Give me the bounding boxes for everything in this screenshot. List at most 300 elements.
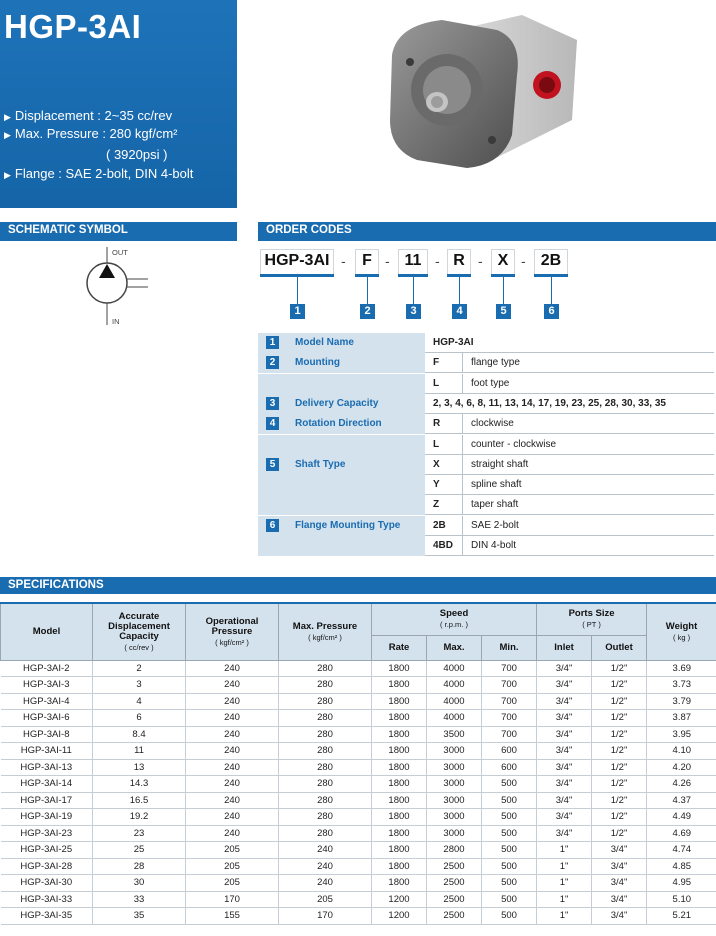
table-cell: 1"	[537, 858, 592, 875]
table-cell: 3.69	[647, 660, 716, 677]
schematic-section-title: SCHEMATIC SYMBOL	[0, 222, 237, 239]
table-cell: 280	[279, 660, 372, 677]
order-code-desc: foot type	[471, 377, 510, 389]
order-code-label-cell	[258, 414, 425, 434]
order-code-value-cell	[425, 516, 714, 536]
order-code-name: Flange Mounting Type	[295, 519, 401, 531]
table-cell: 3000	[427, 792, 482, 809]
col-inlet: Inlet	[537, 635, 592, 660]
col-displacement-unit: ( cc/rev )	[124, 642, 154, 652]
table-cell: 4.95	[647, 875, 716, 892]
table-cell: 280	[279, 809, 372, 826]
table-cell: 170	[186, 891, 279, 908]
table-cell: 3.87	[647, 710, 716, 727]
table-cell: 240	[279, 842, 372, 859]
table-cell: 1800	[372, 809, 427, 826]
table-cell: 1800	[372, 743, 427, 760]
table-cell: 1800	[372, 726, 427, 743]
divider	[462, 495, 463, 515]
col-speed-label: Speed	[439, 608, 469, 620]
col-displacement-label: Accurate Displacement Capacity	[108, 610, 170, 642]
table-cell: HGP-3AI-2	[1, 660, 93, 677]
table-cell: 13	[93, 759, 186, 776]
table-cell: 1"	[537, 891, 592, 908]
order-code-label-cell	[258, 455, 425, 475]
table-cell: 1800	[372, 693, 427, 710]
order-code-label-cell	[258, 394, 425, 414]
divider	[462, 455, 463, 475]
table-cell: 700	[482, 693, 537, 710]
col-model: Model	[1, 603, 93, 660]
col-ports-label: Ports Size	[568, 608, 615, 620]
table-cell: 170	[279, 908, 372, 925]
code-number: 1	[290, 304, 305, 319]
order-code-value-cell	[425, 353, 714, 373]
page-title: HGP-3AI	[4, 8, 142, 45]
table-cell: 14.3	[93, 776, 186, 793]
table-cell: 500	[482, 908, 537, 925]
table-cell: 155	[186, 908, 279, 925]
table-cell: 2800	[427, 842, 482, 859]
order-code-value: 2, 3, 4, 6, 8, 11, 13, 14, 17, 19, 23, 25, 28, 30, 33, 35	[433, 397, 666, 409]
table-cell: 240	[186, 825, 279, 842]
spec-text: Max. Pressure : 280 kgf/cm²	[14, 126, 178, 141]
table-cell: 240	[186, 809, 279, 826]
order-code-value-cell	[425, 374, 714, 394]
table-cell: 1200	[372, 891, 427, 908]
table-cell: 3/4"	[592, 891, 647, 908]
table-cell: 280	[279, 710, 372, 727]
table-cell: 3/4"	[537, 792, 592, 809]
table-cell: 500	[482, 792, 537, 809]
table-cell: 1/2"	[592, 809, 647, 826]
dash: -	[435, 253, 440, 269]
table-cell: 205	[279, 891, 372, 908]
table-row	[1, 825, 716, 842]
order-code-row	[258, 414, 714, 434]
order-code-value: F	[433, 357, 440, 369]
divider	[462, 475, 463, 495]
col-outlet: Outlet	[592, 635, 647, 660]
spec-psi: ( 3920psi )	[106, 147, 168, 162]
table-cell: 2500	[427, 858, 482, 875]
code-number: 5	[496, 304, 511, 319]
order-code-desc: DIN 4-bolt	[471, 540, 517, 551]
order-code-label-cell	[258, 333, 425, 353]
code-number: 4	[452, 304, 467, 319]
table-cell: 4.74	[647, 842, 716, 859]
table-cell: 280	[279, 825, 372, 842]
table-cell: 3.95	[647, 726, 716, 743]
in-label: IN	[112, 317, 120, 326]
table-cell: 3000	[427, 743, 482, 760]
table-cell: 240	[186, 710, 279, 727]
order-code-number: 3	[266, 397, 279, 410]
table-cell: 3/4"	[592, 858, 647, 875]
table-cell: 1"	[537, 875, 592, 892]
table-cell: 25	[93, 842, 186, 859]
table-cell: 2500	[427, 908, 482, 925]
table-cell: 1800	[372, 875, 427, 892]
table-cell: 500	[482, 809, 537, 826]
table-cell: 19.2	[93, 809, 186, 826]
spec-pressure	[4, 126, 177, 141]
table-cell: 500	[482, 776, 537, 793]
table-cell: 1/2"	[592, 693, 647, 710]
divider	[462, 536, 463, 556]
table-cell: 3/4"	[537, 677, 592, 694]
table-cell: 4.20	[647, 759, 716, 776]
spec-text: Flange : SAE 2-bolt, DIN 4-bolt	[14, 166, 194, 181]
order-code-row	[258, 495, 714, 515]
table-cell: 3000	[427, 825, 482, 842]
table-cell: 2500	[427, 891, 482, 908]
table-cell: 1200	[372, 908, 427, 925]
table-cell: 3/4"	[537, 809, 592, 826]
divider	[462, 414, 463, 434]
table-cell: 1/2"	[592, 759, 647, 776]
dash: -	[478, 253, 483, 269]
col-max-pressure	[279, 603, 372, 660]
table-cell: HGP-3AI-19	[1, 809, 93, 826]
arrow-icon: ▶	[4, 130, 11, 140]
table-row	[1, 858, 716, 875]
table-cell: HGP-3AI-14	[1, 776, 93, 793]
connector-line	[367, 277, 368, 304]
table-cell: 280	[279, 693, 372, 710]
code-model: HGP-3AI	[260, 249, 334, 277]
table-cell: 1/2"	[592, 710, 647, 727]
out-label: OUT	[112, 248, 128, 257]
table-cell: 500	[482, 891, 537, 908]
order-code-desc: straight shaft	[471, 458, 529, 470]
table-cell: 240	[186, 776, 279, 793]
table-cell: 3/4"	[537, 776, 592, 793]
table-cell: 3/4"	[537, 693, 592, 710]
table-cell: 1/2"	[592, 825, 647, 842]
table-cell: 1/2"	[592, 792, 647, 809]
col-weight	[647, 603, 716, 660]
table-cell: 11	[93, 743, 186, 760]
divider	[462, 353, 463, 373]
col-speed-min: Min.	[482, 635, 537, 660]
order-code-value-cell	[425, 536, 714, 556]
table-cell: 5.10	[647, 891, 716, 908]
table-row	[1, 710, 716, 727]
order-code-desc: flange type	[471, 357, 520, 369]
order-code-name: Rotation Direction	[295, 418, 382, 430]
table-cell: 205	[186, 875, 279, 892]
spec-displacement	[4, 108, 172, 123]
order-code-value: 4BD	[433, 540, 454, 551]
table-cell: 240	[186, 677, 279, 694]
order-code-value: Y	[433, 479, 440, 491]
arrow-icon: ▶	[4, 170, 11, 180]
table-cell: 1800	[372, 677, 427, 694]
table-cell: HGP-3AI-4	[1, 693, 93, 710]
table-cell: 3/4"	[537, 825, 592, 842]
order-code-value: HGP-3AI	[433, 337, 474, 348]
table-cell: 16.5	[93, 792, 186, 809]
table-row	[1, 726, 716, 743]
connector-line	[297, 277, 298, 304]
table-cell: 240	[186, 726, 279, 743]
table-cell: 600	[482, 743, 537, 760]
table-cell: 500	[482, 842, 537, 859]
table-cell: 240	[279, 858, 372, 875]
table-cell: 280	[279, 759, 372, 776]
table-row	[1, 743, 716, 760]
col-speed-max: Max.	[427, 635, 482, 660]
table-cell: 4.69	[647, 825, 716, 842]
order-code-label-cell	[258, 516, 425, 536]
table-cell: 280	[279, 743, 372, 760]
table-cell: 4000	[427, 660, 482, 677]
col-weight-label: Weight	[665, 620, 698, 632]
table-row	[1, 809, 716, 826]
col-ports-unit: ( PT )	[582, 620, 601, 630]
table-cell: HGP-3AI-8	[1, 726, 93, 743]
table-row	[1, 908, 716, 925]
table-row	[1, 759, 716, 776]
order-code-value: R	[433, 418, 441, 430]
gear-pump-image	[372, 0, 602, 170]
table-cell: 1800	[372, 710, 427, 727]
order-code-row	[258, 394, 714, 414]
code-shaft: X	[491, 249, 515, 277]
table-cell: 4.10	[647, 743, 716, 760]
table-cell: 700	[482, 710, 537, 727]
table-cell: 500	[482, 875, 537, 892]
table-cell: 1800	[372, 660, 427, 677]
table-cell: 30	[93, 875, 186, 892]
order-codes-section-title: ORDER CODES	[258, 222, 716, 239]
table-cell: 240	[186, 693, 279, 710]
connector-line	[459, 277, 460, 304]
table-cell: 240	[279, 875, 372, 892]
table-cell: 3/4"	[537, 759, 592, 776]
code-mounting: F	[355, 249, 379, 277]
table-cell: HGP-3AI-28	[1, 858, 93, 875]
table-cell: 4.26	[647, 776, 716, 793]
order-code-number: 2	[266, 356, 279, 369]
table-cell: 4.37	[647, 792, 716, 809]
table-cell: 280	[279, 677, 372, 694]
divider	[462, 516, 463, 536]
order-code-row	[258, 536, 714, 556]
specifications-section-title: SPECIFICATIONS	[0, 577, 716, 594]
col-op-label: Operational Pressure	[205, 615, 259, 637]
table-cell: 3/4"	[537, 726, 592, 743]
order-code-row	[258, 353, 714, 373]
table-cell: 205	[186, 842, 279, 859]
col-speed	[372, 603, 537, 635]
table-cell: 1/2"	[592, 743, 647, 760]
order-code-label-cell	[258, 475, 425, 495]
divider	[0, 239, 237, 241]
order-code-row	[258, 435, 714, 455]
table-cell: 240	[186, 743, 279, 760]
table-cell: 205	[186, 858, 279, 875]
order-code-value: X	[433, 458, 440, 470]
table-cell: 1/2"	[592, 677, 647, 694]
order-code-row	[258, 516, 714, 536]
header-banner	[0, 0, 237, 208]
divider	[258, 239, 716, 241]
table-cell: 1800	[372, 792, 427, 809]
order-code-name: Shaft Type	[295, 458, 346, 470]
table-cell: 3/4"	[537, 743, 592, 760]
col-max-unit: ( kgf/cm² )	[308, 632, 342, 642]
col-weight-unit: ( kg )	[672, 632, 691, 642]
table-row	[1, 891, 716, 908]
table-cell: 1"	[537, 842, 592, 859]
spec-flange	[4, 166, 193, 181]
divider	[462, 435, 463, 455]
table-cell: 4000	[427, 710, 482, 727]
table-cell: 28	[93, 858, 186, 875]
connector-line	[503, 277, 504, 304]
order-code-value: L	[433, 438, 440, 450]
order-code-name: Model Name	[295, 337, 354, 348]
order-code-number: 1	[266, 336, 279, 349]
table-cell: 1/2"	[592, 726, 647, 743]
specifications-table	[0, 602, 716, 925]
table-cell: 4.85	[647, 858, 716, 875]
specifications-body	[1, 660, 716, 924]
order-code-value-cell	[425, 394, 714, 414]
table-cell: 3500	[427, 726, 482, 743]
table-cell: 4	[93, 693, 186, 710]
order-code-desc: SAE 2-bolt	[471, 519, 519, 531]
table-cell: 700	[482, 660, 537, 677]
table-cell: 3/4"	[592, 842, 647, 859]
order-code-row	[258, 333, 714, 353]
order-code-label-cell	[258, 374, 425, 394]
order-code-value-cell	[425, 333, 714, 353]
table-cell: HGP-3AI-33	[1, 891, 93, 908]
table-cell: 2	[93, 660, 186, 677]
code-rotation: R	[447, 249, 471, 277]
table-cell: 23	[93, 825, 186, 842]
col-op-unit: ( kgf/cm² )	[215, 637, 249, 647]
table-row	[1, 677, 716, 694]
col-displacement	[93, 603, 186, 660]
table-cell: 4000	[427, 677, 482, 694]
table-cell: 3000	[427, 776, 482, 793]
table-cell: 280	[279, 726, 372, 743]
table-cell: 3.73	[647, 677, 716, 694]
table-cell: HGP-3AI-3	[1, 677, 93, 694]
table-cell: 3000	[427, 809, 482, 826]
dash: -	[341, 253, 346, 269]
table-row	[1, 693, 716, 710]
table-cell: HGP-3AI-25	[1, 842, 93, 859]
code-number: 6	[544, 304, 559, 319]
table-cell: 280	[279, 776, 372, 793]
dash: -	[521, 253, 526, 269]
table-cell: 3/4"	[537, 710, 592, 727]
table-cell: 240	[186, 759, 279, 776]
connector-line	[551, 277, 552, 304]
order-code-number: 5	[266, 458, 279, 471]
table-cell: 1800	[372, 858, 427, 875]
order-code-value-cell	[425, 414, 714, 434]
order-code-value-cell	[425, 435, 714, 455]
order-code-desc: taper shaft	[471, 499, 519, 511]
order-code-row	[258, 374, 714, 394]
table-cell: 240	[186, 792, 279, 809]
code-flange: 2B	[534, 249, 568, 277]
table-cell: 2500	[427, 875, 482, 892]
table-cell: HGP-3AI-35	[1, 908, 93, 925]
table-cell: 280	[279, 792, 372, 809]
table-cell: HGP-3AI-23	[1, 825, 93, 842]
table-cell: 6	[93, 710, 186, 727]
table-cell: 1"	[537, 908, 592, 925]
table-row	[1, 792, 716, 809]
table-cell: 1800	[372, 759, 427, 776]
order-code-number: 4	[266, 417, 279, 430]
table-cell: 240	[186, 660, 279, 677]
order-code-desc: spline shaft	[471, 479, 522, 491]
connector-line	[413, 277, 414, 304]
order-code-desc: counter - clockwise	[471, 438, 557, 450]
table-cell: 4.49	[647, 809, 716, 826]
table-cell: 1800	[372, 842, 427, 859]
table-cell: HGP-3AI-11	[1, 743, 93, 760]
order-code-label-cell	[258, 353, 425, 373]
order-code-value-cell	[425, 455, 714, 475]
table-cell: HGP-3AI-17	[1, 792, 93, 809]
col-operational-pressure	[186, 603, 279, 660]
table-cell: 1800	[372, 776, 427, 793]
table-cell: 3000	[427, 759, 482, 776]
order-code-label-cell	[258, 435, 425, 455]
table-row	[1, 875, 716, 892]
table-cell: 3/4"	[537, 660, 592, 677]
order-code-row	[258, 475, 714, 495]
table-cell: 1/2"	[592, 660, 647, 677]
table-cell: 700	[482, 726, 537, 743]
table-cell: 1800	[372, 825, 427, 842]
code-number: 2	[360, 304, 375, 319]
table-cell: 8.4	[93, 726, 186, 743]
pump-schematic-symbol	[80, 245, 160, 325]
table-cell: HGP-3AI-6	[1, 710, 93, 727]
order-code-name: Mounting	[295, 357, 340, 369]
table-cell: 500	[482, 825, 537, 842]
table-row	[1, 842, 716, 859]
table-cell: 600	[482, 759, 537, 776]
table-cell: HGP-3AI-30	[1, 875, 93, 892]
order-code-name: Delivery Capacity	[295, 397, 379, 409]
order-code-label-cell	[258, 495, 425, 515]
table-cell: 3.79	[647, 693, 716, 710]
code-capacity: 11	[398, 249, 428, 277]
table-cell: 3	[93, 677, 186, 694]
col-max-label: Max. Pressure	[292, 620, 358, 632]
table-cell: 700	[482, 677, 537, 694]
order-code-row	[258, 455, 714, 475]
table-row	[1, 660, 716, 677]
order-code-number: 6	[266, 519, 279, 532]
order-code-desc: clockwise	[471, 418, 514, 430]
col-speed-rate: Rate	[372, 635, 427, 660]
code-number: 3	[406, 304, 421, 319]
order-code-value-cell	[425, 475, 714, 495]
dash: -	[385, 253, 390, 269]
